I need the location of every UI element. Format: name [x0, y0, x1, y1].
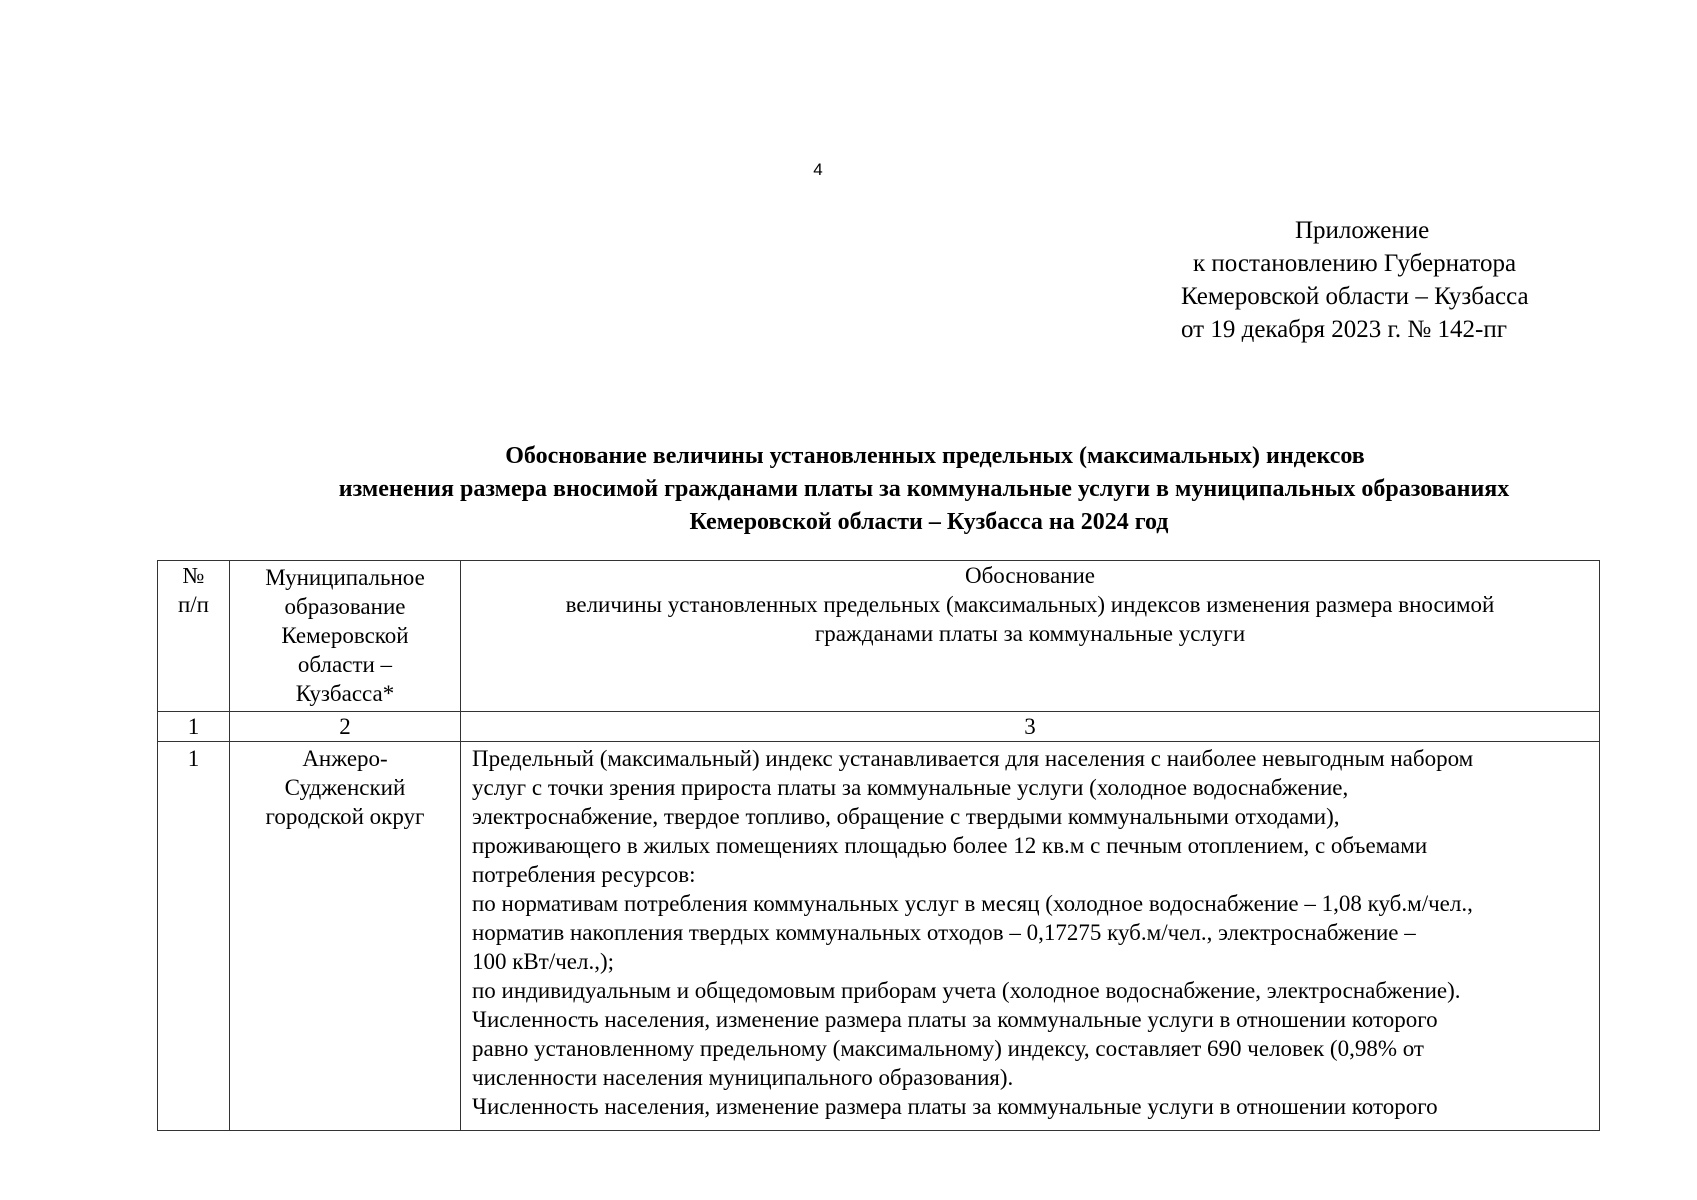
justification-table	[157, 560, 1600, 1131]
title-line-3: Кемеровской области – Кузбасса на 2024 год	[689, 509, 1169, 535]
table-header-row	[158, 561, 1600, 712]
row-number: 1	[158, 742, 230, 1131]
title-line-2: изменения размера вносимой гражданами платы за коммунальные услуги в муниципальных образованиях	[338, 476, 1510, 502]
title-line-1: Обоснование величины установленных предельных (максимальных) индексов	[505, 443, 1365, 469]
page-number: 4	[813, 160, 823, 179]
numbering-col-3: 3	[461, 712, 1600, 742]
header-municipality: Муниципальное образование Кемеровской области – Кузбасса*	[230, 561, 461, 712]
table-row	[158, 742, 1600, 1131]
appendix-line-4: от 19 декабря 2023 г. № 142-пг	[1181, 316, 1507, 343]
numbering-col-2: 2	[230, 712, 461, 742]
appendix-line-2: к постановлению Губернатора	[1193, 250, 1517, 277]
table-numbering-row	[158, 712, 1600, 742]
row-municipality: Анжеро- Судженский городской округ	[230, 742, 461, 1131]
appendix-block	[1160, 214, 1620, 346]
numbering-col-1: 1	[158, 712, 230, 742]
header-justification: Обоснование величины установленных предельных (максимальных) индексов изменения размера вносимой гражданами платы за коммунальные услуги	[461, 561, 1600, 712]
row-justification-text: Предельный (максимальный) индекс устанавливается для населения с наиболее невыгодным набором услуг с точки зрения прироста платы за коммунальные услуги (холодное водоснабжение, электроснабжение, твердое топливо, обращение с твердыми коммунальными отходами), проживающего в жилых помещениях площадью более 12 кв.м с печным отоплением, с объемами потребления ресурсов: по нормативам потребления коммунальных услуг в месяц (холодное водоснабжение – 1,08 куб.м/чел., норматив накопления твердых коммунальных отходов – 0,17275 куб.м/чел., электроснабжение – 100 кВт/чел.,); по индивидуальным и общедомовым приборам учета (холодное водоснабжение, электроснабжение). Численность населения, изменение размера платы за коммунальные услуги в отношении которого равно установленному предельному (максимальному) индексу, составляет 690 человек (0,98% от численности населения муниципального образования). Численность населения, изменение размера платы за коммунальные услуги в отношении которого	[461, 742, 1600, 1131]
header-number: № п/п	[158, 561, 230, 712]
appendix-line-1: Приложение	[1295, 217, 1430, 244]
document-title	[124, 440, 1697, 539]
appendix-line-3: Кемеровской области – Кузбасса	[1181, 283, 1529, 310]
